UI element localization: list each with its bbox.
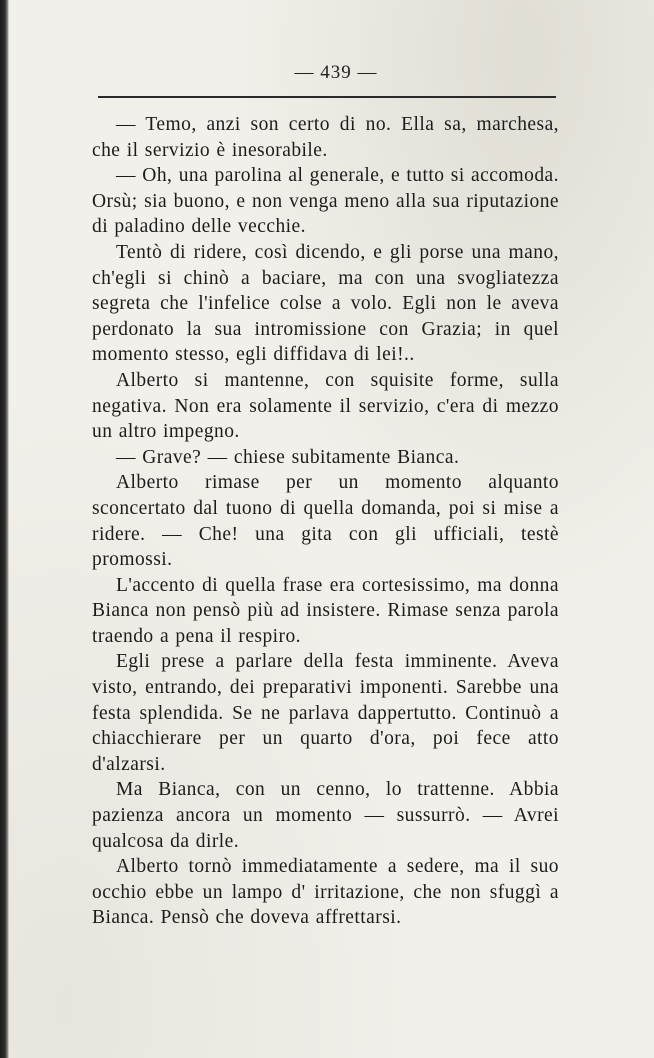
paragraph: — Grave? — chiese subitamente Bianca. [116, 446, 460, 468]
paragraph: Egli prese a parlare della festa imminente. Aveva visto, entrando, dei preparativi imponenti. Sarebbe una festa splendida. Se ne parlava dappertutto. Continuò a chiacchierare per un quarto d'ora, poi fece atto d'alzarsi. [92, 651, 559, 775]
paragraph: Alberto si mantenne, con squisite forme, sulla negativa. Non era solamente il servizio, c'era di mezzo un altro impegno. [92, 369, 559, 443]
paragraph: — Temo, anzi son certo di no. Ella sa, marchesa, che il servizio è inesorabile. [92, 114, 559, 161]
page-number: — 439 — [294, 62, 378, 83]
body-text [92, 112, 559, 931]
paragraph: — Oh, una parolina al generale, e tutto si accomoda. Orsù; sia buono, e non venga meno alla sua riputazione di paladino delle vecchie. [92, 165, 559, 238]
header-rule [98, 96, 556, 98]
paragraph: Ma Bianca, con un cenno, lo trattenne. Abbia pazienza ancora un momento — sussurrò. — Avrei qualcosa da dirle. [92, 779, 559, 852]
book-spine-shadow [0, 0, 9, 1058]
paragraph: Alberto tornò immediatamente a sedere, ma il suo occhio ebbe un lampo d' irritazione, che non sfuggì a Bianca. Pensò che doveva affrettarsi. [92, 856, 559, 929]
paragraph: Tentò di ridere, così dicendo, e gli porse una mano, ch'egli si chinò a baciare, ma con una svogliatezza segreta che l'infelice colse a volo. Egli non le aveva perdonato la sua intromissione con Grazia; in quel momento stesso, egli diffidava di lei!.. [92, 241, 559, 366]
paragraph: L'accento di quella frase era cortesissimo, ma donna Bianca non pensò più ad insistere. Rimase senza parola traendo a pena il respiro. [92, 574, 559, 647]
paragraph: Alberto rimase per un momento alquanto sconcertato dal tuono di quella domanda, poi si mise a ridere. — Che! una gita con gli ufficiali, testè promossi. [92, 472, 559, 571]
